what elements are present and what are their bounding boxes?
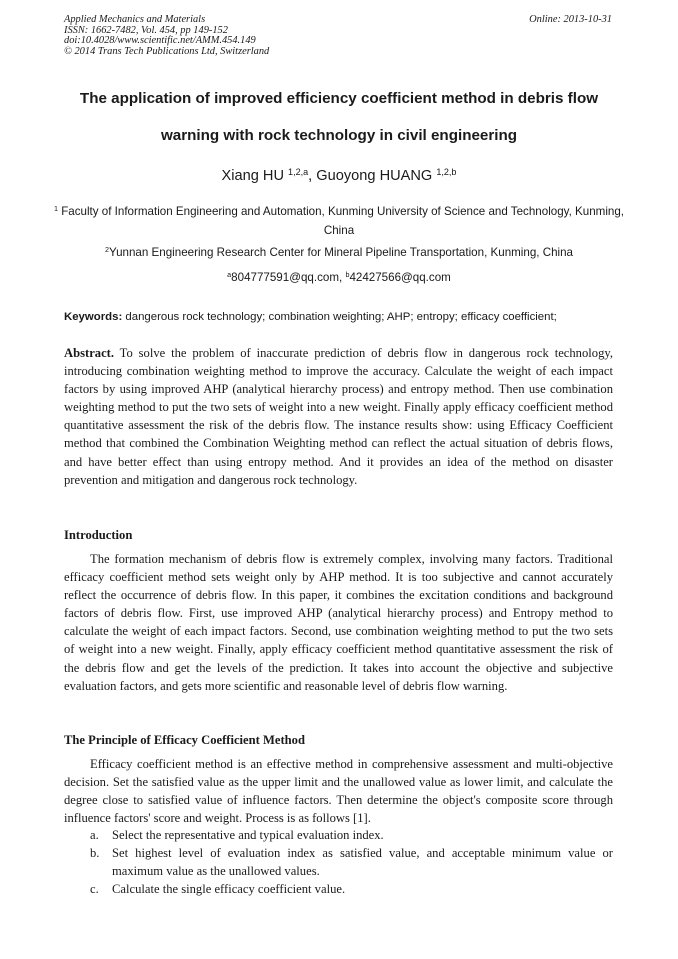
introduction-paragraph: The formation mechanism of debris flow is extremely complex, involving many factors. Traditional efficacy coefficient method sets weight only by AHP method. It is too subjective and cannot accurately reflect the occurrence of debris flow. In this paper, it combines the excitation conditions and background factors of debris flow. First, use improved AHP (analytical hierarchy process) and Entropy method to calculate the weight of each impact factors. Second, use combination weighting method to put the two sets of weight into a new weight. Finally, apply efficacy coefficient method quantitative assessment the risk of the debris flow and get the levels of the prediction. It takes into account the objective and subjective evaluation factors, and gets more scientific and reasonable level of debris flow warning. bbox=[64, 552, 613, 693]
affiliation-marker: 1 bbox=[53, 203, 58, 213]
list-item bbox=[64, 880, 613, 898]
email-marker: a bbox=[227, 269, 232, 279]
list-marker: b. bbox=[90, 846, 100, 861]
section-heading-introduction: Introduction bbox=[64, 528, 133, 542]
author-separator: , bbox=[308, 168, 317, 184]
list-marker: c. bbox=[90, 882, 99, 897]
email-marker: b bbox=[345, 269, 350, 279]
author-affiliation-marker: 1,2,a bbox=[288, 166, 309, 177]
keywords bbox=[64, 310, 624, 324]
journal-header bbox=[64, 15, 424, 57]
abstract-label: Abstract. bbox=[64, 346, 115, 360]
author-emails bbox=[40, 270, 638, 287]
author-name: Guoyong HUANG bbox=[316, 168, 437, 184]
abstract bbox=[64, 344, 613, 489]
keywords-text: dangerous rock technology; combination weighting; AHP; entropy; efficacy coefficient; bbox=[122, 311, 557, 323]
affiliation-marker: 2 bbox=[104, 244, 109, 254]
list-item-text: Set highest level of evaluation index as satisfied value, and acceptable minimum value or maximum value as the unallowed values. bbox=[112, 846, 613, 879]
journal-copyright: © 2014 Trans Tech Publications Ltd, Switzerland bbox=[64, 45, 270, 57]
email-link[interactable]: 42427566@qq.com bbox=[349, 271, 451, 284]
list-marker: a. bbox=[90, 828, 99, 842]
list-item bbox=[64, 844, 613, 880]
author-name: Xiang HU bbox=[221, 168, 289, 184]
journal-name: Applied Mechanics and Materials bbox=[64, 14, 206, 25]
paper-title-line-1: The application of improved efficiency coefficient method in debris flow bbox=[79, 90, 599, 107]
list-item-text: Calculate the single efficacy coefficient value. bbox=[112, 882, 346, 897]
journal-doi: doi:10.4028/www.scientific.net/AMM.454.149 bbox=[64, 35, 256, 47]
affiliation-text: Faculty of Information Engineering and Automation, Kunming University of Science and Technology, Kunming, China bbox=[57, 205, 625, 237]
affiliation-1 bbox=[40, 203, 638, 239]
online-date: Online: 2013-10-31 bbox=[529, 14, 612, 25]
keywords-label: Keywords: bbox=[64, 311, 123, 323]
journal-issn: ISSN: 1662-7482, Vol. 454, pp 149-152 bbox=[64, 24, 228, 36]
author-list bbox=[40, 166, 638, 187]
author-affiliation-marker: 1,2,b bbox=[436, 166, 457, 177]
email-link[interactable]: 804777591@qq.com, bbox=[231, 271, 346, 284]
process-steps-list bbox=[64, 826, 613, 898]
affiliation-2 bbox=[40, 244, 638, 263]
principle-paragraph: Efficacy coefficient method is an effective method in comprehensive assessment and multi-objective decision. Set the satisfied value as the upper limit and the unallowed value as lower limit, and calculate the degree close to satisfied value of influence factors. Then determine the object's composite score through influence factors' score and weight. Process is as follows [1]. bbox=[64, 757, 613, 826]
section-heading-principle: The Principle of Efficacy Coefficient Method bbox=[64, 733, 305, 747]
list-item bbox=[64, 826, 613, 844]
list-item-text: Select the representative and typical evaluation index. bbox=[112, 828, 384, 842]
abstract-text: To solve the problem of inaccurate prediction of debris flow in dangerous rock technology, introducing combination weighting method to improve the accuracy. Calculate the weight of each impact factors by using improved AHP (analytical hierarchy process) and entropy method. Then use combination weighting method to put the two sets of weight into a new weight. Finally apply efficacy coefficient method quantitative assessment the risk of the debris flow. The instance results show: using Efficacy Coefficient method that combined the Combination Weighting method can reflect the actual situation of debris flows, and have better effect than using entropy method. And it provides an idea of the method on disaster prevention and mitigation and dangerous rock technology. bbox=[64, 346, 613, 487]
affiliation-text: Yunnan Engineering Research Center for Mineral Pipeline Transportation, Kunming, China bbox=[108, 246, 574, 259]
paper-title-line-2: warning with rock technology in civil engineering bbox=[160, 127, 518, 144]
